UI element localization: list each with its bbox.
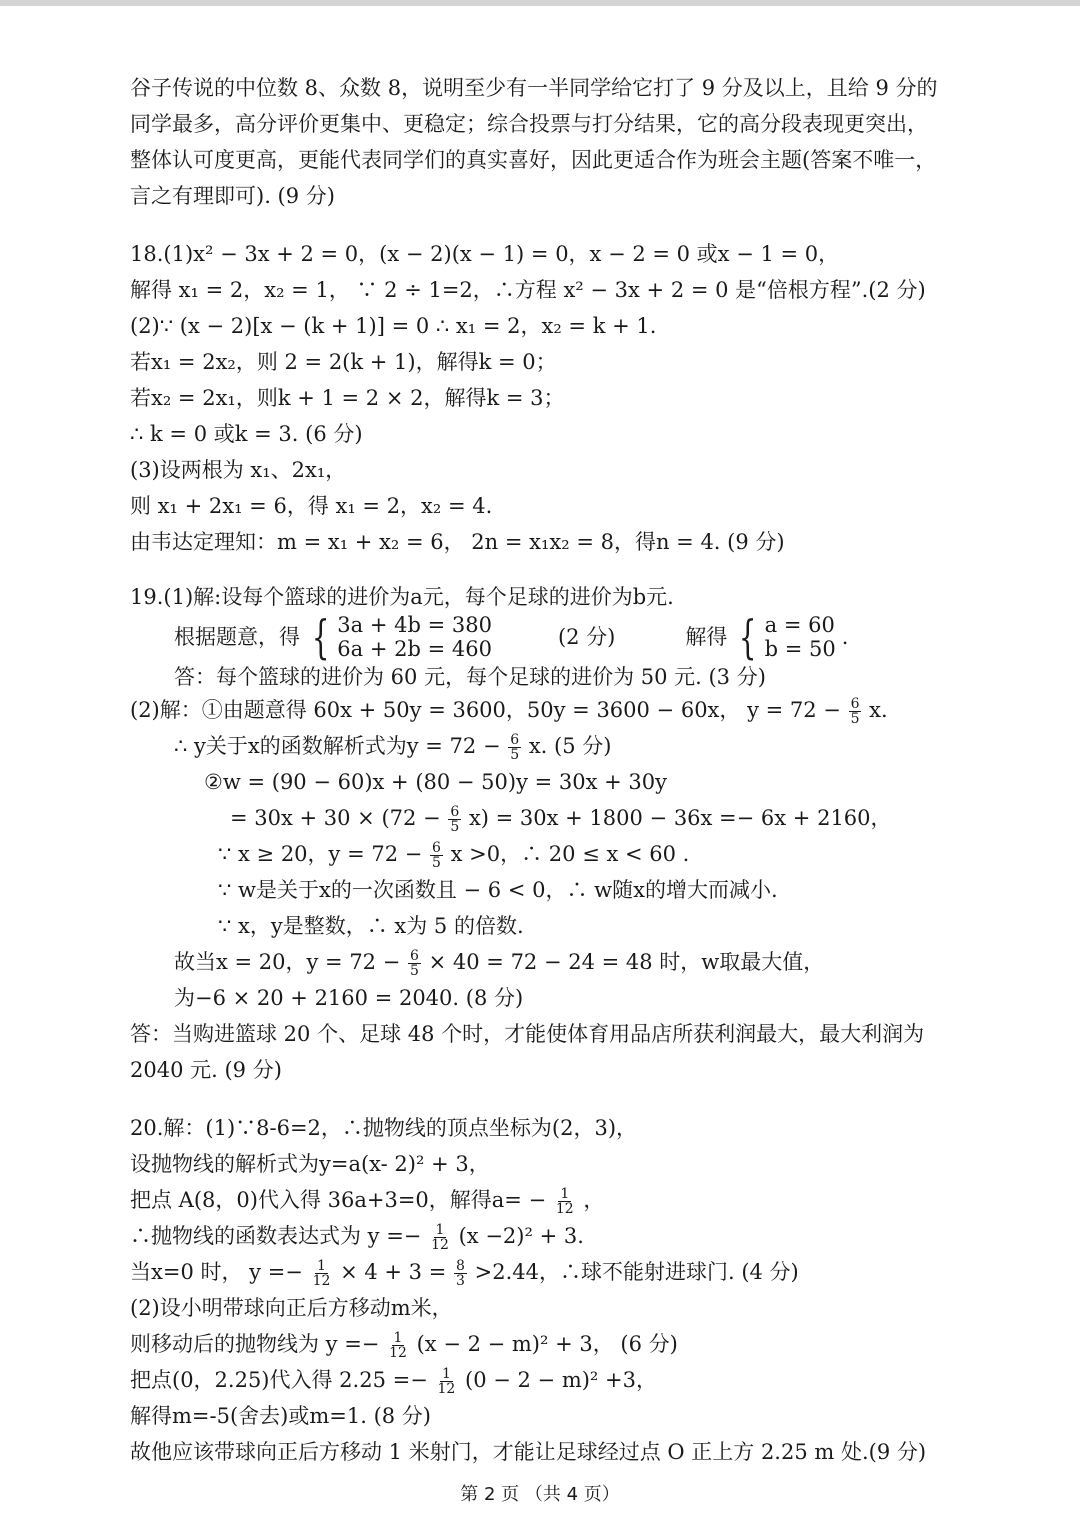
text-line: 言之有理即可). (9 分) bbox=[130, 184, 335, 208]
text-line: 为−6 × 20 + 2160 = 2040. (8 分) bbox=[174, 986, 524, 1010]
text-line: 则 x₁ + 2x₁ = 6，得 x₁ = 2，x₂ = 4. bbox=[130, 494, 493, 518]
text-line: ∵ x，y是整数，∴ x为 5 的倍数. bbox=[218, 914, 524, 938]
text-line: 解得m=-5(舍去)或m=1. (8 分) bbox=[130, 1404, 431, 1428]
text-line: 故他应该带球向正后方移动 1 米射门，才能让足球经过点 O 正上方 2.25 m 处.(9 分) bbox=[130, 1440, 927, 1464]
text-line: 20.解：(1)∵8-6=2，∴抛物线的顶点坐标为(2，3)， bbox=[130, 1116, 638, 1140]
fraction: $\frac{1}{12}$ bbox=[437, 1366, 456, 1397]
text-line: 答：当购进篮球 20 个、足球 48 个时，才能使体育用品店所获利润最大，最大利润为 bbox=[130, 1022, 925, 1046]
text-line: 整体认可度更高，更能代表同学们的真实喜好，因此更适合作为班会主题(答案不唯一， bbox=[130, 148, 937, 172]
formula-line: 把点(0，2.25)代入得 2.25 =− $\frac{1}{12}$ (0 − 2 − m)² +3， bbox=[130, 1366, 657, 1397]
formula-line: ∵ x ≥ 20，y = 72 − $\frac{6}{5}$ x >0，∴ 20 ≤ x < 60 . bbox=[218, 840, 690, 871]
text-line: 设抛物线的解析式为y=a(x- 2)² + 3， bbox=[130, 1152, 490, 1176]
text-line: (2)∵ (x − 2)[x − (k + 1)] = 0 ∴ x₁ = 2，x₂ = k + 1. bbox=[130, 314, 657, 338]
fraction: $\frac{1}{12}$ bbox=[555, 1186, 574, 1217]
text-line: ②w = (90 − 60)x + (80 − 50)y = 30x + 30y bbox=[204, 770, 667, 794]
fraction: $\frac{1}{12}$ bbox=[389, 1330, 407, 1361]
formula-line: 当x=0 时， y =− $\frac{1}{12}$ × 4 + 3 = $\frac{8}{3}$ >2.44，∴球不能射进球门. (4 分) bbox=[130, 1258, 799, 1289]
equation-system: { 3a + 4b = 380 6a + 2b = 460 bbox=[311, 610, 492, 664]
text-line: 答：每个篮球的进价为 60 元，每个足球的进价为 50 元. (3 分) bbox=[174, 665, 766, 689]
text-line: 19.(1)解:设每个篮球的进价为a元，每个足球的进价为b元. bbox=[130, 585, 674, 609]
text-line: (3)设两根为 x₁、2x₁， bbox=[130, 458, 347, 482]
fraction: $\frac{6}{5}$ bbox=[450, 804, 460, 835]
top-scan-border bbox=[0, 0, 1080, 6]
solution-system: { a = 60 b = 50 bbox=[739, 610, 836, 664]
text-line: 若x₂ = 2x₁，则k + 1 = 2 × 2，解得k = 3； bbox=[130, 386, 565, 410]
fraction: $\frac{1}{12}$ bbox=[312, 1258, 331, 1289]
text-line: ∴ k = 0 或k = 3. (6 分) bbox=[130, 422, 363, 446]
text-line: 解得 x₁ = 2，x₂ = 1， ∵ 2 ÷ 1=2，∴方程 x² − 3x + 2 = 0 是“倍根方程”.(2 分) bbox=[130, 278, 926, 302]
formula-line: ∴ y关于x的函数解析式为y = 72 − $\frac{6}{5}$ x. (5 分) bbox=[174, 732, 612, 763]
formula-line: ∴抛物线的函数表达式为 y =− $\frac{1}{12}$ (x −2)² + 3. bbox=[130, 1222, 584, 1253]
text-line: 谷子传说的中位数 8、众数 8，说明至少有一半同学给它打了 9 分及以上，且给 9 分的 bbox=[130, 76, 938, 100]
fraction: $\frac{6}{5}$ bbox=[432, 840, 441, 871]
fraction: $\frac{8}{3}$ bbox=[456, 1258, 465, 1289]
q20-solution bbox=[130, 1110, 970, 1470]
text-line: 由韦达定理知：m = x₁ + x₂ = 6， 2n = x₁x₂ = 8，得n = 4. (9 分) bbox=[130, 530, 785, 554]
formula-line: 故当x = 20，y = 72 − $\frac{6}{5}$ × 40 = 72 − 24 = 48 时，w取最大值， bbox=[174, 948, 825, 979]
fraction: $\frac{6}{5}$ bbox=[410, 948, 419, 979]
answer-page bbox=[130, 70, 970, 1470]
fraction: $\frac{6}{5}$ bbox=[510, 732, 520, 763]
fraction: $\frac{6}{5}$ bbox=[850, 696, 860, 727]
formula-line: = 30x + 30 × (72 − $\frac{6}{5}$ x) = 30x + 1800 − 36x =− 6x + 2160， bbox=[230, 804, 892, 835]
q18-solution bbox=[130, 236, 970, 560]
text-line: 2040 元. (9 分) bbox=[130, 1058, 282, 1082]
formula-line: 则移动后的抛物线为 y =− $\frac{1}{12}$ (x − 2 − m)² + 3， (6 分) bbox=[130, 1330, 678, 1361]
formula-line: (2)解：①由题意得 60x + 50y = 3600，50y = 3600 − 60x， y = 72 − $\frac{6}{5}$ x. bbox=[130, 696, 888, 727]
formula-line: 把点 A(8，0)代入得 36a+3=0，解得a= − $\frac{1}{12}$ ， bbox=[130, 1186, 605, 1217]
text-line: (2)设小明带球向正后方移动m米， bbox=[130, 1296, 453, 1320]
text-line: ∵ w是关于x的一次函数且 − 6 < 0，∴ w随x的增大而减小. bbox=[218, 878, 778, 902]
equation-system-line: 根据题意，得 { 3a + 4b = 380 6a + 2b = 460 (2 分) 解得 { a = 60 b = 50 . bbox=[174, 610, 849, 664]
q19-solution bbox=[130, 582, 970, 1088]
text-line: 若x₁ = 2x₂，则 2 = 2(k + 1)，解得k = 0； bbox=[130, 350, 557, 374]
q17-conclusion bbox=[130, 70, 970, 214]
fraction: $\frac{1}{12}$ bbox=[431, 1222, 449, 1253]
text-line: 18.(1)x² − 3x + 2 = 0，(x − 2)(x − 1) = 0，x − 2 = 0 或x − 1 = 0， bbox=[130, 242, 840, 266]
text-line: 同学最多，高分评价更集中、更稳定；综合投票与打分结果，它的高分段表现更突出， bbox=[130, 112, 928, 136]
page-number-footer: 第 2 页 （共 4 页） bbox=[460, 1484, 620, 1505]
